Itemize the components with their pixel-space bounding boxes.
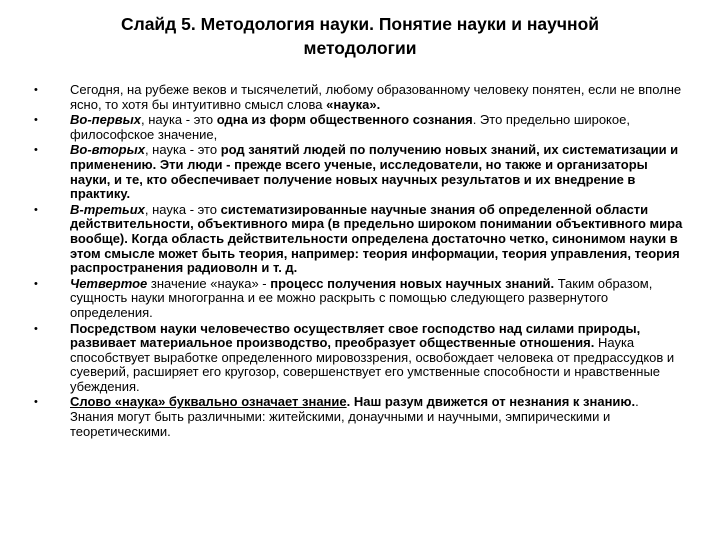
item-text: Таким образом, сущность науки многогранна и ее можно раскрыть с помощью следующего развернутого определения. [70,275,653,320]
item-text: , наука - это [140,112,217,128]
item-lead-underlined: Слово «наука» буквально означает знание [70,394,347,410]
item-text-bold: «наука». [326,96,381,112]
title-line-2: методологии [303,38,417,58]
bullet-marker: • [34,322,38,335]
title-line-1: Слайд 5. Методология науки. Понятие науки и научной [120,14,600,34]
item-text-bold: Посредством науки человечество осуществляет свое господство над силами природы, развивает материальное производство, преобразует общественные отношения. [70,320,641,351]
list-item [34,322,686,395]
list-item [34,113,686,142]
item-text: Наука способствует выработке определенного мировоззрения, освобождает человека от предрассудков и суеверий, расширяет его кругозор, совершенствует его умственные способности и нравственные убеждения. [70,335,675,394]
item-lead-italic: Во-первых [70,112,141,128]
item-text: . Знания могут быть различными: житейскими, донаучными и научными, эмпирическими и теоретическими. [70,394,639,439]
item-lead-italic: Во-вторых [70,142,145,158]
list-item [34,143,686,201]
item-text-bold: одна из форм общественного сознания [216,112,473,128]
bullet-marker: • [34,277,38,290]
list-item [34,83,686,112]
bullet-list [34,83,686,439]
bullet-marker: • [34,396,38,409]
item-text-bold: род занятий людей по получению новых знаний, их систематизации и применению. Эти люди - прежде всего ученые, исследователи, но также и организаторы науки, и те, кто обеспечивает получение новых научных результатов и их внедрение в практику. [70,142,679,202]
bullet-marker: • [34,203,38,216]
list-item [34,395,686,439]
slide-title [60,12,660,60]
list-item [34,203,686,276]
item-text-bold: процесс получения новых научных знаний. [270,275,555,291]
item-text: . Это предельно широкое, философское значение, [70,112,630,142]
list-item [34,277,686,321]
item-text: значение «наука» - [147,275,271,291]
bullet-marker: • [34,114,38,127]
bullet-marker: • [34,84,38,96]
item-lead-italic: Четвертое [70,275,148,291]
item-text-bold: . Наш разум движется от незнания к знанию. [346,394,636,410]
bullet-marker: • [34,144,38,157]
item-text: Сегодня, на рубеже веков и тысячелетий, любому образованному человеку понятен, если не вполне ясно, то хотя бы интуитивно смысл слова [70,82,682,112]
item-lead-italic: В-третьих [70,201,145,217]
item-text: , наука - это [144,201,221,217]
item-text: , наука - это [144,142,221,158]
item-text-bold: систематизированные научные знания об определенной области действительности, объективного мира (в предельно широком понимании объективного мира вообще). Когда область действительности определена достаточно четко, синонимом науки в этом смысле может быть теория, например: теория информации, теория управления, теория распространения радиоволн и т. д. [70,201,683,276]
